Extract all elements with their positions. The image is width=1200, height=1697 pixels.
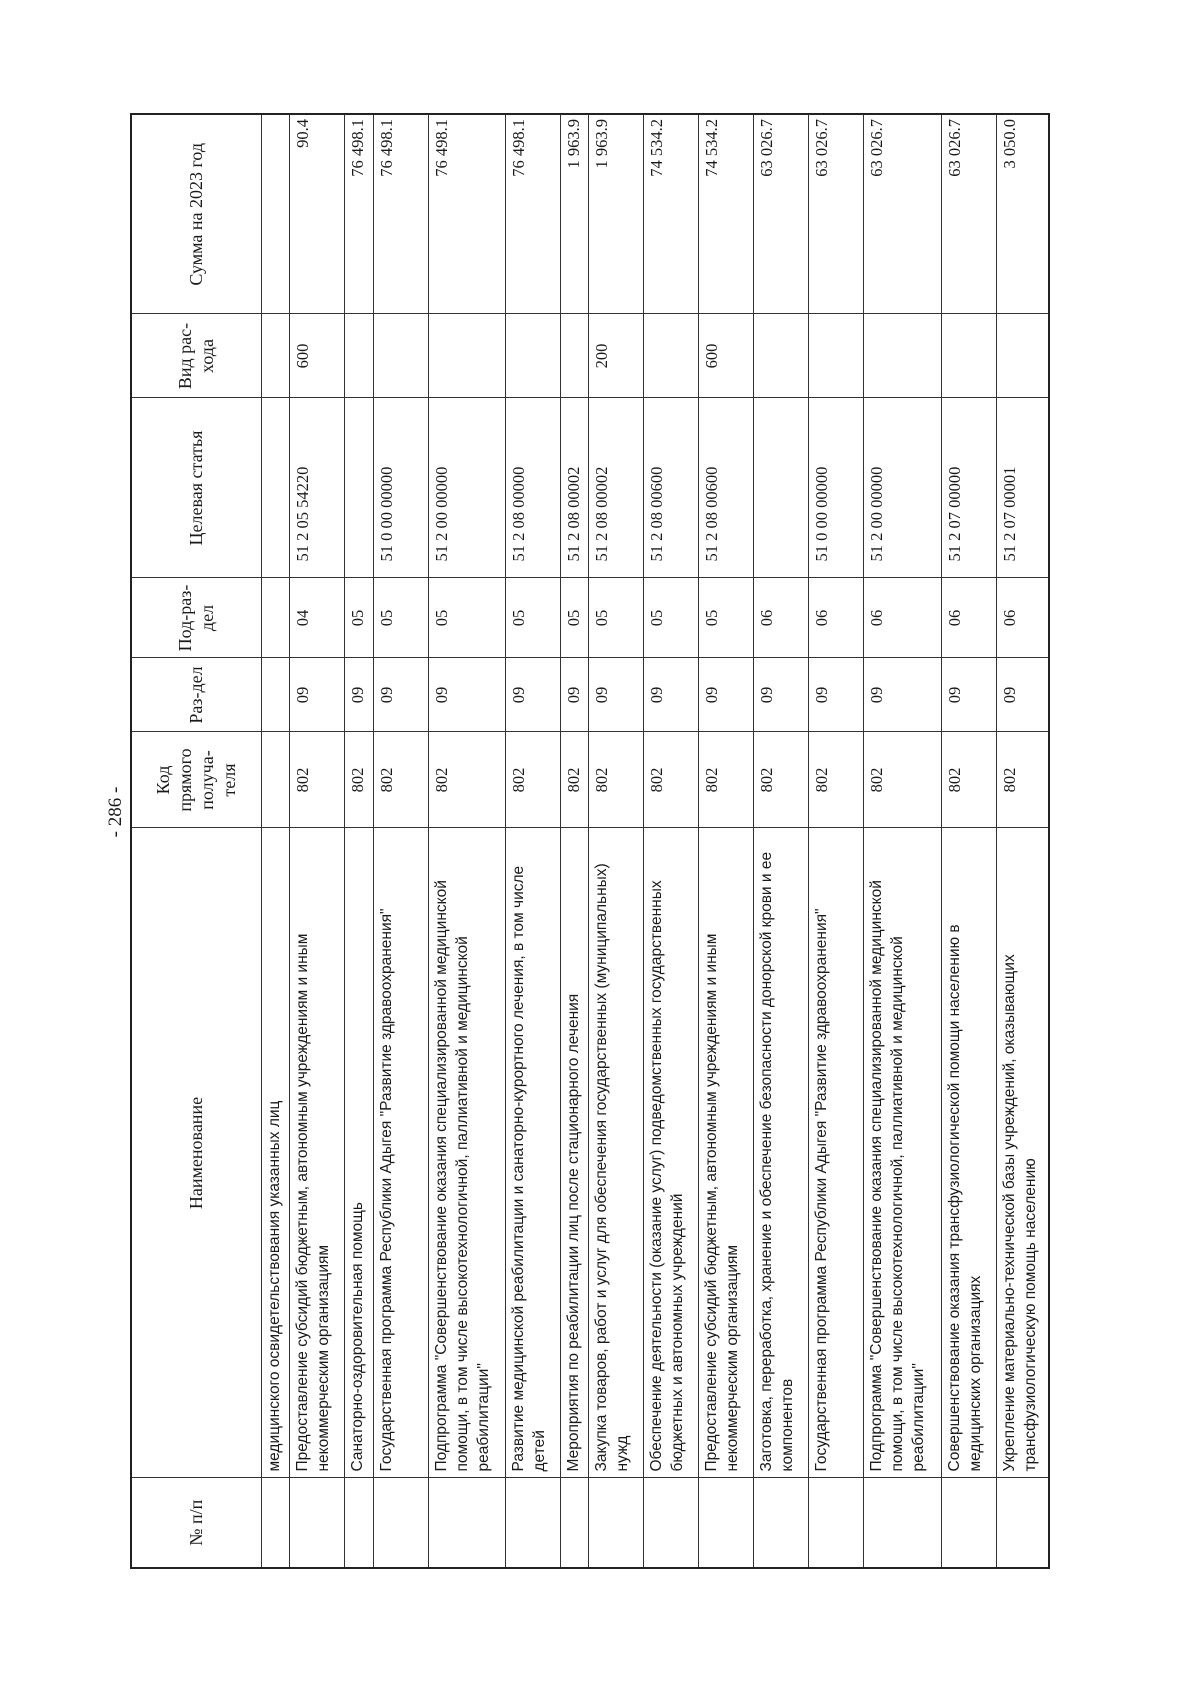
cell-name: Государственная программа Республики Адыгея "Развитие здравоохранения" [809,828,864,1478]
cell-num [809,1478,864,1568]
cell-target: 51 2 08 00600 [699,398,754,578]
page-number: - 286 - [105,786,126,838]
cell-amount: 76 498.1 [373,114,428,314]
cell-recipient: 802 [290,732,345,828]
cell-recipient [261,732,290,828]
cell-subsection: 05 [428,578,505,658]
cell-subsection: 06 [941,578,996,658]
cell-expense [809,314,864,398]
cell-expense [644,314,699,398]
cell-num [996,1478,1049,1568]
header-subsection: Под-раз-дел [131,578,261,658]
cell-recipient: 802 [809,732,864,828]
cell-section: 09 [754,658,809,732]
cell-subsection: 05 [345,578,374,658]
cell-num [345,1478,374,1568]
cell-target: 51 2 07 00001 [996,398,1049,578]
cell-name: Обеспечение деятельности (оказание услуг) подведомственных государственных бюджетных и автономных учреждений [644,828,699,1478]
table-row [941,114,996,1568]
cell-expense [428,314,505,398]
cell-expense: 600 [699,314,754,398]
cell-num [560,1478,589,1568]
cell-expense: 600 [290,314,345,398]
cell-subsection: 06 [996,578,1049,658]
cell-expense [373,314,428,398]
table-row [345,114,374,1568]
table-body [261,114,1049,1568]
cell-amount: 3 050.0 [996,114,1049,314]
table-row [261,114,290,1568]
cell-num [754,1478,809,1568]
cell-subsection: 05 [560,578,589,658]
cell-expense [754,314,809,398]
header-expense: Вид рас-хода [131,314,261,398]
cell-recipient: 802 [345,732,374,828]
rotated-table-container [130,115,1050,1569]
cell-expense [345,314,374,398]
cell-section: 09 [505,658,560,732]
cell-recipient: 802 [505,732,560,828]
cell-amount: 74 534.2 [699,114,754,314]
cell-section: 09 [345,658,374,732]
cell-amount [261,114,290,314]
table-row [809,114,864,1568]
cell-subsection: 06 [864,578,941,658]
cell-target: 51 2 08 00000 [505,398,560,578]
cell-recipient: 802 [754,732,809,828]
header-num: № п/п [131,1478,261,1568]
cell-target [754,398,809,578]
cell-recipient: 802 [373,732,428,828]
cell-amount: 76 498.1 [428,114,505,314]
cell-name: Заготовка, переработка, хранение и обеспечение безопасности донорской крови и ее компонентов [754,828,809,1478]
cell-expense [505,314,560,398]
cell-recipient: 802 [996,732,1049,828]
cell-target: 51 2 00 00000 [864,398,941,578]
header-amount: Сумма на 2023 год [131,114,261,314]
header-recipient: Код прямого получа-теля [131,732,261,828]
cell-name: Развитие медицинской реабилитации и санаторно-курортного лечения, в том числе детей [505,828,560,1478]
cell-amount: 63 026.7 [809,114,864,314]
cell-subsection: 06 [809,578,864,658]
cell-num [505,1478,560,1568]
cell-name: Санаторно-оздоровительная помощь [345,828,374,1478]
cell-target: 51 2 07 00000 [941,398,996,578]
cell-subsection: 04 [290,578,345,658]
cell-amount: 74 534.2 [644,114,699,314]
cell-name: Предоставление субсидий бюджетным, автономным учреждениям и иным некоммерческим организациям [699,828,754,1478]
cell-expense [261,314,290,398]
cell-amount: 76 498.1 [345,114,374,314]
cell-target: 51 2 00 00000 [428,398,505,578]
cell-num [941,1478,996,1568]
cell-section: 09 [589,658,644,732]
cell-amount: 90.4 [290,114,345,314]
cell-num [428,1478,505,1568]
cell-recipient: 802 [428,732,505,828]
table-row [699,114,754,1568]
cell-num [589,1478,644,1568]
cell-section: 09 [560,658,589,732]
cell-name: Мероприятия по реабилитации лиц после стационарного лечения [560,828,589,1478]
cell-section: 09 [290,658,345,732]
cell-section: 09 [996,658,1049,732]
cell-amount: 1 963.9 [560,114,589,314]
cell-num [261,1478,290,1568]
cell-recipient: 802 [941,732,996,828]
table-row [560,114,589,1568]
table-row [864,114,941,1568]
cell-target: 51 0 00 00000 [809,398,864,578]
cell-expense: 200 [589,314,644,398]
header-row [131,114,261,1568]
cell-num [644,1478,699,1568]
table-row [996,114,1049,1568]
cell-section: 09 [809,658,864,732]
cell-target: 51 2 08 00002 [560,398,589,578]
table-row [373,114,428,1568]
cell-subsection [261,578,290,658]
cell-section: 09 [941,658,996,732]
cell-amount: 1 963.9 [589,114,644,314]
cell-amount: 63 026.7 [754,114,809,314]
cell-name: медицинского освидетельствования указанных лиц [261,828,290,1478]
cell-name: Подпрограмма "Совершенствование оказания специализированной медицинской помощи, в том числе высокотехнологичной, паллиативной и медицинской реабилитации" [428,828,505,1478]
cell-subsection: 06 [754,578,809,658]
cell-name: Предоставление субсидий бюджетным, автономным учреждениям и иным некоммерческим организациям [290,828,345,1478]
cell-target: 51 2 08 00600 [644,398,699,578]
table-row [589,114,644,1568]
table-row [428,114,505,1568]
cell-amount: 63 026.7 [864,114,941,314]
cell-section: 09 [699,658,754,732]
cell-name: Укрепление материально-технической базы учреждений, оказывающих трансфузиологическую помощь населению [996,828,1049,1478]
cell-section [261,658,290,732]
cell-num [290,1478,345,1568]
cell-section: 09 [428,658,505,732]
cell-num [864,1478,941,1568]
cell-subsection: 05 [589,578,644,658]
cell-num [699,1478,754,1568]
cell-target: 51 0 00 00000 [373,398,428,578]
table-row [505,114,560,1568]
cell-section: 09 [644,658,699,732]
cell-section: 09 [373,658,428,732]
cell-name: Совершенствование оказания трансфузиологической помощи населению в медицинских организациях [941,828,996,1478]
cell-target [261,398,290,578]
cell-name: Государственная программа Республики Адыгея "Развитие здравоохранения" [373,828,428,1478]
cell-name: Подпрограмма "Совершенствование оказания специализированной медицинской помощи, в том числе высокотехнологичной, паллиативной и медицинской реабилитации" [864,828,941,1478]
cell-amount: 63 026.7 [941,114,996,314]
cell-recipient: 802 [589,732,644,828]
cell-recipient: 802 [864,732,941,828]
header-target: Целевая статья [131,398,261,578]
table-row [754,114,809,1568]
cell-expense [560,314,589,398]
cell-subsection: 05 [505,578,560,658]
header-name: Наименование [131,828,261,1478]
budget-table [130,113,1050,1569]
cell-expense [941,314,996,398]
cell-expense [864,314,941,398]
cell-amount: 76 498.1 [505,114,560,314]
cell-subsection: 05 [699,578,754,658]
cell-section: 09 [864,658,941,732]
cell-subsection: 05 [644,578,699,658]
cell-recipient: 802 [644,732,699,828]
table-row [644,114,699,1568]
cell-target: 51 2 05 54220 [290,398,345,578]
table-row [290,114,345,1568]
cell-subsection: 05 [373,578,428,658]
cell-expense [996,314,1049,398]
cell-recipient: 802 [560,732,589,828]
header-section: Раз-дел [131,658,261,732]
cell-name: Закупка товаров, работ и услуг для обеспечения государственных (муниципальных) нужд [589,828,644,1478]
cell-target: 51 2 08 00002 [589,398,644,578]
cell-num [373,1478,428,1568]
cell-recipient: 802 [699,732,754,828]
cell-target [345,398,374,578]
